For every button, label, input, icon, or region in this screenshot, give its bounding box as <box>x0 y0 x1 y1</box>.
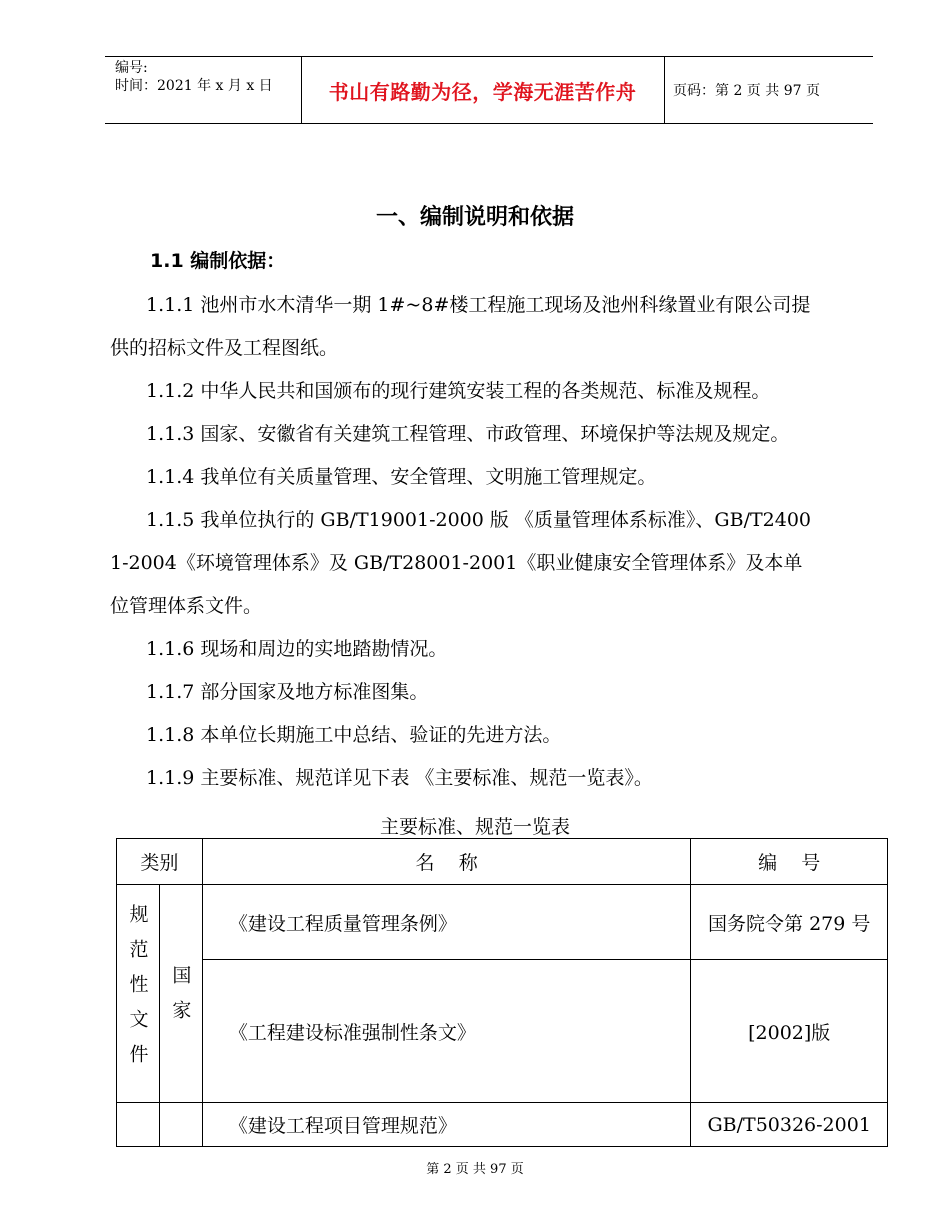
header-category: 类别 <box>117 839 203 885</box>
header-divider <box>664 57 665 123</box>
category-main: 规范性文件 <box>126 903 149 1079</box>
table-header-row <box>117 839 888 885</box>
paragraph <box>110 370 850 413</box>
row-code: GB/T50326-2001 <box>691 1103 888 1147</box>
category-sub-cell <box>159 885 202 1103</box>
paragraph-line: 1.1.4 我单位有关质量管理、安全管理、文明施工管理规定。 <box>146 466 657 488</box>
header-page-info: 页码：第 2 页 共 97 页 <box>673 83 820 99</box>
paragraph-line: 1.1.1 池州市水木清华一期 1#~8#楼工程施工现场及池州科缘置业有限公司提 <box>146 294 811 316</box>
paragraph-line: 1.1.7 部分国家及地方标准图集。 <box>146 681 429 703</box>
row-name: 《工程建设标准强制性条文》 <box>202 960 691 1103</box>
category-main-cell <box>117 885 160 1103</box>
page-header <box>105 56 873 124</box>
paragraph-line: 1.1.2 中华人民共和国颁布的现行建筑安装工程的各类规范、标准及规程。 <box>146 380 771 402</box>
empty-cell <box>159 1103 202 1147</box>
row-code: [2002]版 <box>691 960 888 1103</box>
header-slogan: 书山有路勤为径，学海无涯苦作舟 <box>328 79 637 104</box>
document-body <box>110 284 850 800</box>
paragraph-line: 供的招标文件及工程图纸。 <box>110 337 339 359</box>
category-sub: 国家 <box>169 965 192 1035</box>
row-code: 国务院令第 279 号 <box>691 885 888 960</box>
table-row <box>117 1103 888 1147</box>
table-row <box>117 960 888 1103</box>
standards-table <box>116 838 888 1147</box>
paragraph-line: 1.1.9 主要标准、规范详见下表 《主要标准、规范一览表》。 <box>146 767 653 789</box>
paragraph-line: 1.1.6 现场和周边的实地踏勘情况。 <box>146 638 448 660</box>
paragraph <box>110 413 850 456</box>
empty-cell <box>117 1103 160 1147</box>
table-caption: 主要标准、规范一览表 <box>379 816 570 838</box>
paragraph <box>110 671 850 714</box>
paragraph-line: 1.1.8 本单位长期施工中总结、验证的先进方法。 <box>146 724 562 746</box>
row-name: 《建设工程质量管理条例》 <box>202 885 691 960</box>
paragraph <box>110 499 850 628</box>
time-label: 时间：2021 年 x 月 x 日 <box>115 78 273 94</box>
page-footer: 第 2 页 共 97 页 <box>426 1162 524 1177</box>
paragraph <box>110 628 850 671</box>
header-name: 名 称 <box>202 839 691 885</box>
paragraph <box>110 284 850 370</box>
paragraph <box>110 714 850 757</box>
section-heading: 1.1 编制依据： <box>150 250 286 272</box>
paragraph-line: 位管理体系文件。 <box>110 595 263 617</box>
header-meta <box>115 59 273 95</box>
table-row <box>117 885 888 960</box>
paragraph-line: 1.1.3 国家、安徽省有关建筑工程管理、市政管理、环境保护等法规及规定。 <box>146 423 790 445</box>
document-title: 一、编制说明和依据 <box>375 205 574 230</box>
header-code: 编 号 <box>691 839 888 885</box>
row-name: 《建设工程项目管理规范》 <box>202 1103 691 1147</box>
paragraph-line: 1.1.5 我单位执行的 GB/T19001-2000 版 《质量管理体系标准》、GB/T2400 <box>146 509 812 531</box>
paragraph <box>110 757 850 800</box>
paragraph <box>110 456 850 499</box>
paragraph-line: 1-2004《环境管理体系》及 GB/T28001-2001《职业健康安全管理体系》及本单 <box>110 552 803 574</box>
number-label: 编号: <box>115 60 148 76</box>
